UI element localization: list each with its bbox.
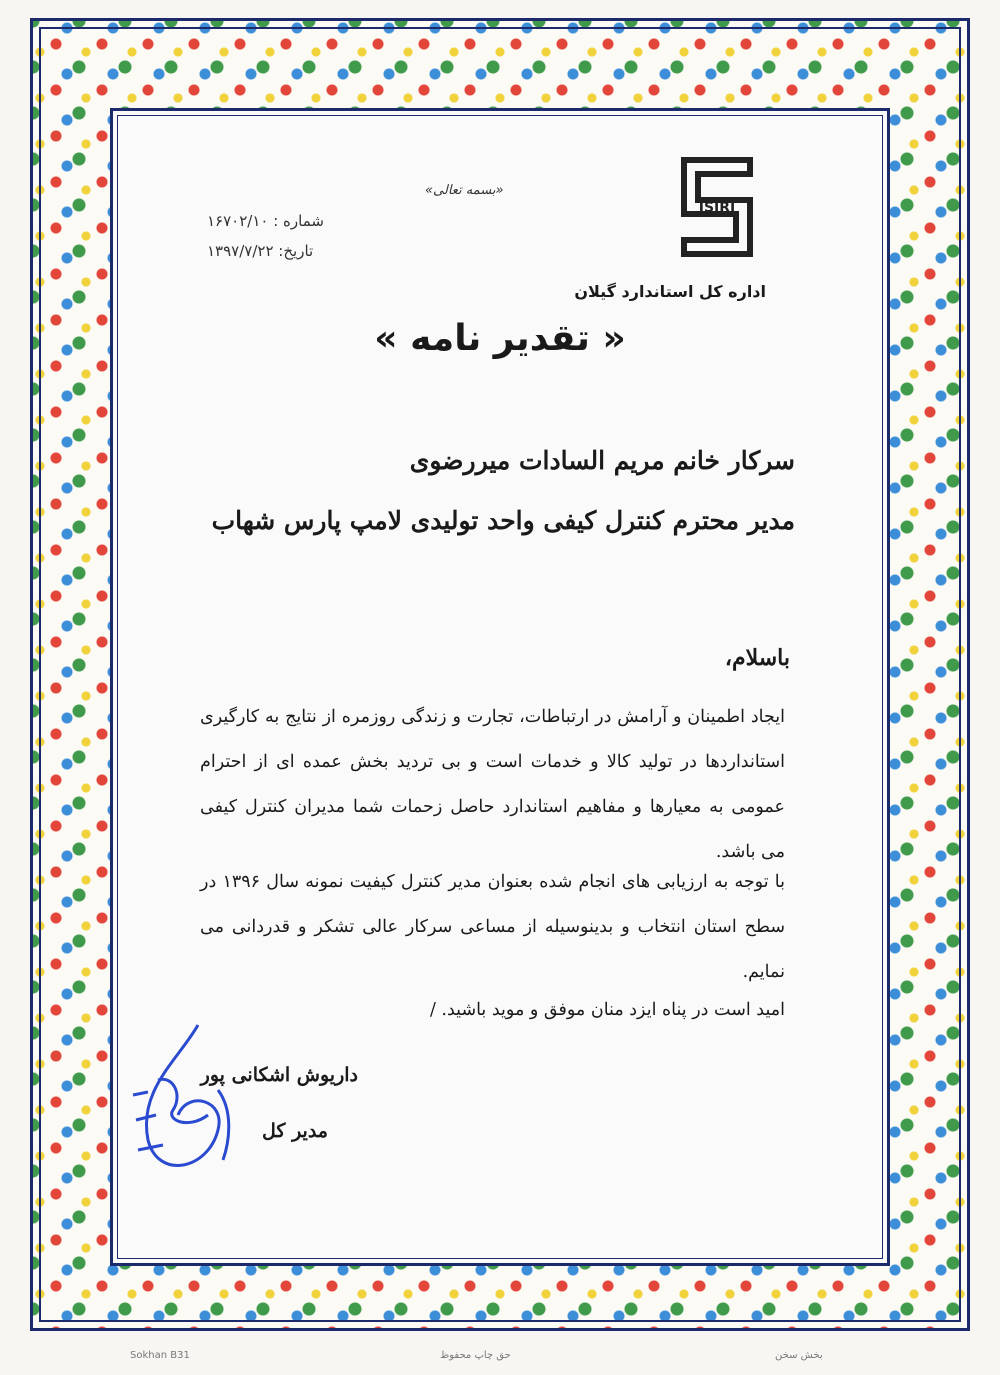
footer-center: حق چاپ محفوظ [440,1350,511,1361]
addressee-position: مدیر محترم کنترل کیفی واحد تولیدی لامپ پارس شهاب [211,506,795,535]
footer-right: بخش سخن [775,1350,823,1361]
handwritten-signature-icon [118,1020,258,1200]
letter-date: تاریخ: ۱۳۹۷/۷/۲۲ [207,242,314,260]
greeting: باسلام، [724,645,790,671]
organization-name: اداره کل استاندارد گیلان [574,282,766,301]
footer-left: Sokhan B31 [130,1350,190,1361]
certificate-title: « تقدیر نامه » [374,318,626,359]
isiri-logo-icon [674,152,760,262]
body-paragraph-2: با توجه به ارزیابی های انجام شده بعنوان مدیر کنترل کیفیت نمونه سال ۱۳۹۶ در سطح استان انتخاب و بدینوسیله از مساعی سرکار عالی تشکر و قدردانی می نمایم. [200,872,785,982]
body-paragraph-1: ایجاد اطمینان و آرامش در ارتباطات، تجارت و زندگی روزمره از نتایج به کارگیری استانداردها در تولید کالا و خدمات است و بی تردید بخش عمده ای از احترام عمومی به معیارها و مفاهیم استاندارد حاصل زحمات شما مدیران کنترل کیفی می باشد. [200,707,785,862]
svg-text:ISIRI: ISIRI [698,200,736,216]
addressee-name: سرکار خانم مریم السادات میررضوی [409,446,795,475]
signer-title: مدیر کل [262,1120,328,1142]
closing-line: امید است در پناه ایزد منان موفق و موید باشید. / [429,1000,785,1020]
letter-number: شماره : ۱۶۷۰۲/۱۰ [207,212,324,230]
bismillah-heading: «بسمه تعالی» [425,183,504,198]
signer-name: داریوش اشکانی پور [200,1064,358,1086]
